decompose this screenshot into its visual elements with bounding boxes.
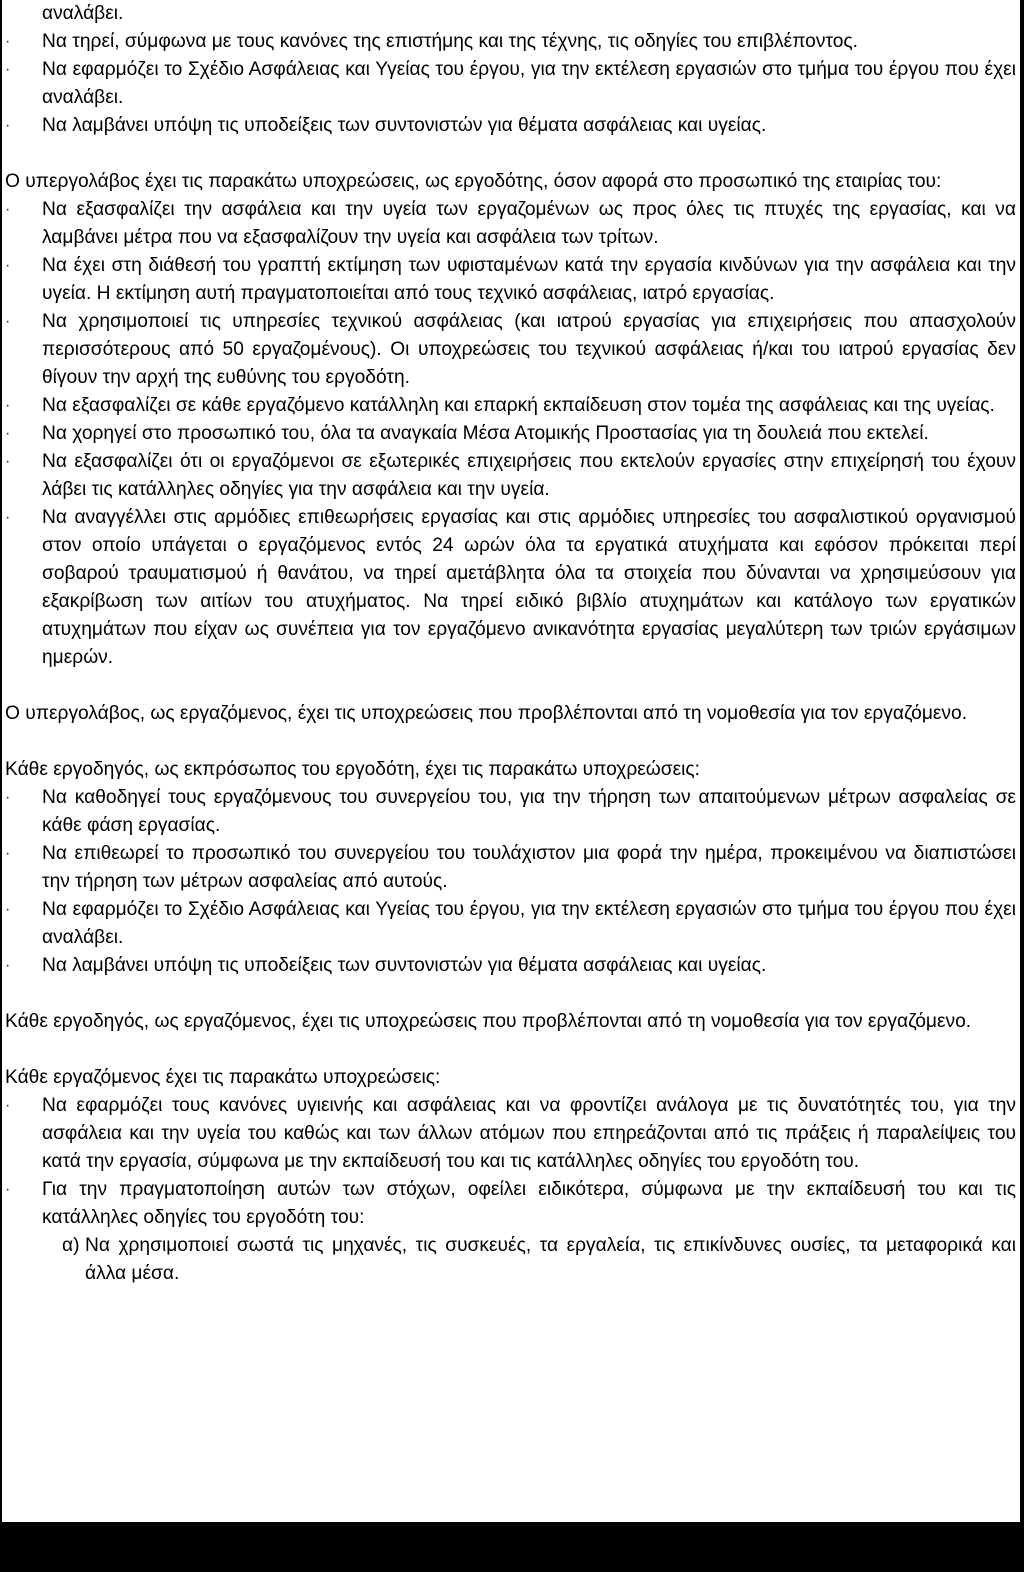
bullet-list xyxy=(5,784,1016,980)
list-item: · Να χρησιμοποιεί τις υπηρεσίες τεχνικού ασφάλειας (και ιατρού εργασίας για επιχειρήσεις που απασχολούν περισσότερους από 50 εργαζομένους). Οι υποχρεώσεις του τεχνικού ασφάλειας ή/και του ιατρού εργασίας δεν θίγουν την αρχή της ευθύνης του εργοδότη. xyxy=(5,308,1016,392)
list-item: · Να εφαρμόζει τους κανόνες υγιεινής και ασφάλειας και να φροντίζει ανάλογα με τις δυνατότητές του, για την ασφάλεια και την υγεία του καθώς και των άλλων ατόμων που επηρεάζονται από τις πράξεις ή παραλείψεις του κατά την εργασία, σύμφωνα με την εκπαίδευσή του και τις κατάλληλες οδηγίες του εργοδότη του. xyxy=(5,1092,1016,1176)
section-2 xyxy=(5,168,1016,672)
bullet-list xyxy=(5,1092,1016,1232)
paragraph-intro: Ο υπεργολάβος έχει τις παρακάτω υποχρεώσεις, ως εργοδότης, όσον αφορά στο προσωπικό της εταιρίας του: xyxy=(5,171,942,192)
sub-item-text: Να χρησιμοποιεί σωστά τις μηχανές, τις συσκευές, τα εργαλεία, τις επικίνδυνες ουσίες, τα μεταφορικά και άλλα μέσα. xyxy=(85,1235,1016,1284)
list-item: · Να λαμβάνει υπόψη τις υποδείξεις των συντονιστών για θέματα ασφάλειας και υγείας. xyxy=(5,952,1016,980)
section-5 xyxy=(5,1008,1016,1036)
list-item: · Να αναγγέλλει στις αρμόδιες επιθεωρήσεις εργασίας και στις αρμόδιες υπηρεσίες του ασφαλιστικού οργανισμού στον οποίο υπάγεται ο εργαζόμενος εντός 24 ωρών όλα τα εργατικά ατυχήματα και εφόσον πρόκειται περί σοβαρού τραυματισμού ή θανάτου, να τηρεί αμετάβλητα όλα τα στοιχεία που δύνανται να χρησιμεύσουν για εξακρίβωση των αιτίων του ατυχήματος. Να τηρεί ειδικό βιβλίο ατυχημάτων και κατάλογο των εργατικών ατυχημάτων που είχαν ως συνέπεια για τον εργαζόμενο ανικανότητα εργασίας μεγαλύτερη των τριών εργάσιμων ημερών. xyxy=(5,504,1016,672)
section-4 xyxy=(5,756,1016,980)
list-item: · Να καθοδηγεί τους εργαζόμενους του συνεργείου του, για την τήρηση των απαιτούμενων μέτρων ασφαλείας σε κάθε φάση εργασίας. xyxy=(5,784,1016,840)
continuation-text: αναλάβει. xyxy=(42,3,124,24)
list-item: · Να χορηγεί στο προσωπικό του, όλα τα αναγκαία Μέσα Ατομικής Προστασίας για τη δουλειά που εκτελεί. xyxy=(5,420,1016,448)
list-item: · Να τηρεί, σύμφωνα με τους κανόνες της επιστήμης και της τέχνης, τις οδηγίες του επιβλέποντος. xyxy=(5,28,1016,56)
sub-item-marker: α) xyxy=(62,1235,80,1256)
list-item: · Να εφαρμόζει το Σχέδιο Ασφάλειας και Υγείας του έργου, για την εκτέλεση εργασιών στο τμήμα του έργου που έχει αναλάβει. xyxy=(5,56,1016,112)
list-item: · Να εξασφαλίζει την ασφάλεια και την υγεία των εργαζομένων ως προς όλες τις πτυχές της εργασίας, και να λαμβάνει μέτρα που να εξασφαλίζουν την υγεία και ασφάλεια των τρίτων. xyxy=(5,196,1016,252)
bullet-list xyxy=(5,28,1016,140)
list-item: · Να εξασφαλίζει σε κάθε εργαζόμενο κατάλληλη και επαρκή εκπαίδευση στον τομέα της ασφάλειας και της υγείας. xyxy=(5,392,1016,420)
sub-list-item xyxy=(5,1232,1016,1288)
section-3 xyxy=(5,700,1016,728)
list-item: · Να λαμβάνει υπόψη τις υποδείξεις των συντονιστών για θέματα ασφάλειας και υγείας. xyxy=(5,112,1016,140)
list-item: · Να έχει στη διάθεσή του γραπτή εκτίμηση των υφισταμένων κατά την εργασία κινδύνων για την ασφάλεια και την υγεία. Η εκτίμηση αυτή πραγματοποιείται από τους τεχνικό ασφάλειας, ιατρό εργασίας. xyxy=(5,252,1016,308)
paragraph-intro: Κάθε εργοδηγός, ως εκπρόσωπος του εργοδότη, έχει τις παρακάτω υποχρεώσεις: xyxy=(5,759,701,780)
paragraph: Ο υπεργολάβος, ως εργαζόμενος, έχει τις υποχρεώσεις που προβλέπονται από τη νομοθεσία για τον εργαζόμενο. xyxy=(5,703,968,724)
list-item: · Να επιθεωρεί το προσωπικό του συνεργείου του τουλάχιστον μια φορά την ημέρα, προκειμένου να διαπιστώσει την τήρηση των μέτρων ασφαλείας από αυτούς. xyxy=(5,840,1016,896)
list-item: · Για την πραγματοποίηση αυτών των στόχων, οφείλει ειδικότερα, σύμφωνα με την εκπαίδευσή του και τις κατάλληλες οδηγίες του εργοδότη του: xyxy=(5,1176,1016,1232)
paragraph: Κάθε εργοδηγός, ως εργαζόμενος, έχει τις υποχρεώσεις που προβλέπονται από τη νομοθεσία για τον εργαζόμενο. xyxy=(5,1011,972,1032)
list-item: · Να εξασφαλίζει ότι οι εργαζόμενοι σε εξωτερικές επιχειρήσεις που εκτελούν εργασίες στην επιχείρησή του έχουν λάβει τις κατάλληλες οδηγίες για την ασφάλεια και την υγεία. xyxy=(5,448,1016,504)
paragraph-intro: Κάθε εργαζόμενος έχει τις παρακάτω υποχρεώσεις: xyxy=(5,1067,441,1088)
section-6 xyxy=(5,1064,1016,1288)
section-1 xyxy=(5,0,1016,140)
bullet-list xyxy=(5,196,1016,672)
list-item: · Να εφαρμόζει το Σχέδιο Ασφάλειας και Υγείας του έργου, για την εκτέλεση εργασιών στο τμήμα του έργου που έχει αναλάβει. xyxy=(5,896,1016,952)
